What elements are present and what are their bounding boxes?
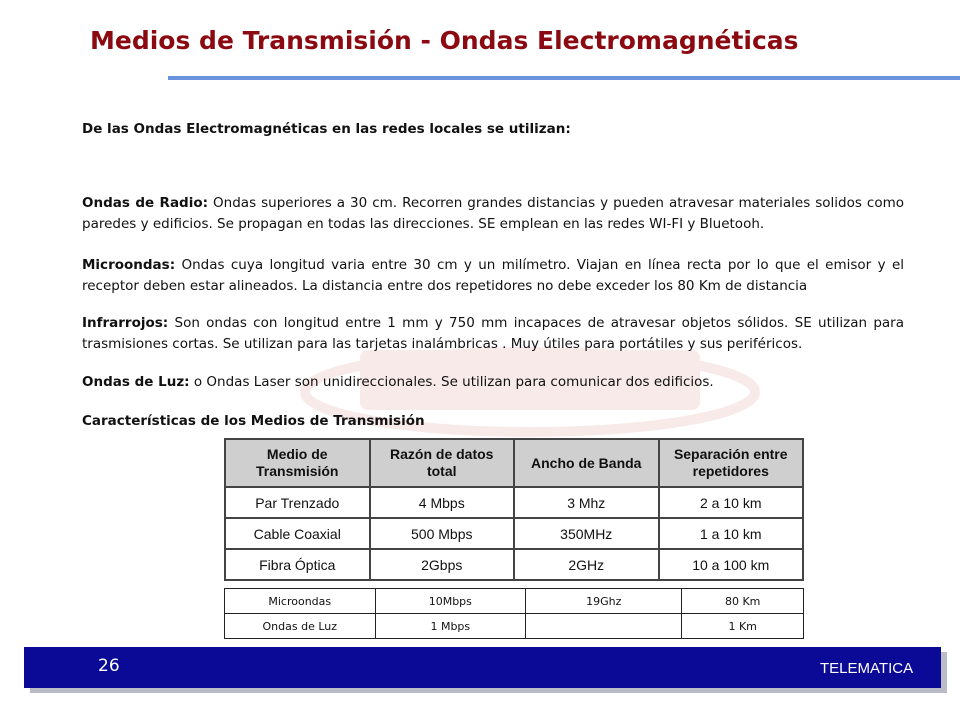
text-infrarrojos: Son ondas con longitud entre 1 mm y 750 mm incapaces de atravesar objetos sólidos. SE utilizan para trasmisiones cortas. Se utilizan para las tarjetas inalámbricas . Muy útiles para portátiles y sus periféricos.	[82, 315, 904, 352]
table-cell	[526, 614, 682, 639]
table-row	[225, 589, 804, 614]
paragraph-radio	[82, 193, 904, 235]
header-medio: Medio de Transmisión	[256, 446, 339, 479]
slide-title: Medios de Transmisión - Ondas Electromagnéticas	[90, 26, 799, 55]
table-cell: 4 Mbps	[370, 487, 515, 518]
table-cell: Par Trenzado	[225, 487, 370, 518]
footer-bar	[24, 647, 941, 688]
table-cell: 350MHz	[514, 518, 659, 549]
text-radio: Ondas superiores a 30 cm. Recorren grandes distancias y pueden atravesar materiales solidos como paredes y edificios. Se propagan en todas las direcciones. SE emplean en las redes WI-FI y Bluetooh.	[82, 195, 904, 232]
text-microondas: Ondas cuya longitud varia entre 30 cm y un milímetro. Viajan en línea recta por lo que el emisor y el receptor deben estar alineados. La distancia entre dos repetidores no debe exceder los 80 Km de distancia	[82, 257, 904, 294]
table-row	[225, 487, 803, 518]
table-cell: 1 Mbps	[375, 614, 526, 639]
paragraph-luz	[82, 372, 904, 393]
term-microondas: Microondas:	[82, 257, 176, 273]
table-cell: 80 Km	[682, 589, 804, 614]
table-row	[225, 518, 803, 549]
table-cell: Microondas	[225, 589, 376, 614]
table-cell: 10 a 100 km	[659, 549, 804, 580]
table-cell: 10Mbps	[375, 589, 526, 614]
table-cell: Ondas de Luz	[225, 614, 376, 639]
table-header-row	[225, 439, 803, 487]
table-row	[225, 614, 804, 639]
term-luz: Ondas de Luz:	[82, 374, 190, 390]
table-cell: 1 a 10 km	[659, 518, 804, 549]
header-cell	[225, 439, 370, 487]
title-underline	[168, 76, 960, 80]
header-separacion: Separación entre repetidores	[673, 446, 788, 479]
table-cell: 2 a 10 km	[659, 487, 804, 518]
section-title: Características de los Medios de Transmisión	[82, 413, 425, 429]
table-cell: 2GHz	[514, 549, 659, 580]
table-cell: Fibra Óptica	[225, 549, 370, 580]
header-ancho: Ancho de Banda	[531, 454, 642, 471]
intro-text: De las Ondas Electromagnéticas en las redes locales se utilizan:	[82, 121, 571, 137]
table-cell: 500 Mbps	[370, 518, 515, 549]
table-cell: 19Ghz	[526, 589, 682, 614]
table-cell: Cable Coaxial	[225, 518, 370, 549]
term-infrarrojos: Infrarrojos:	[82, 315, 169, 331]
term-radio: Ondas de Radio:	[82, 195, 209, 211]
paragraph-infrarrojos	[82, 313, 904, 355]
paragraph-microondas	[82, 255, 904, 297]
table-row	[225, 549, 803, 580]
table-cell: 2Gbps	[370, 549, 515, 580]
table-cell: 3 Mhz	[514, 487, 659, 518]
header-cell	[514, 439, 659, 487]
header-razon: Razón de datos total	[390, 446, 494, 479]
extra-media-table	[224, 588, 804, 639]
footer-label: TELEMATICA	[820, 660, 914, 677]
page-number: 26	[98, 656, 120, 676]
header-cell	[659, 439, 804, 487]
header-cell	[370, 439, 515, 487]
text-luz: o Ondas Laser son unidireccionales. Se utilizan para comunicar dos edificios.	[189, 374, 714, 390]
transmission-media-table	[224, 438, 804, 581]
table-cell: 1 Km	[682, 614, 804, 639]
